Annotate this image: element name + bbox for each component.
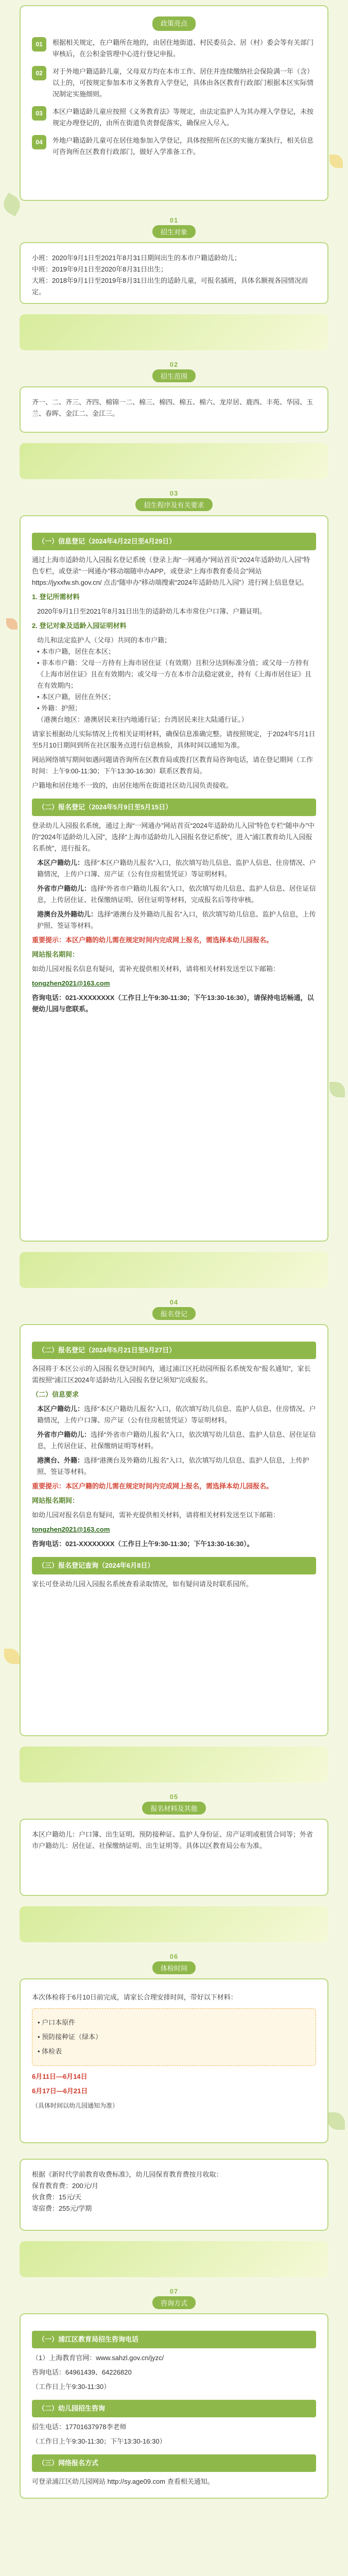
section-header — [0, 489, 348, 511]
list-item — [32, 37, 316, 60]
item-text: 根据相关规定，在户籍所在地的，由居住地街道、村民委员会、居（村）委会等有关部门审核后，在公积金管理中心进行登记申报。 — [53, 39, 314, 58]
label: 外省市户籍幼儿： — [37, 1431, 91, 1438]
item-number: 04 — [32, 135, 46, 149]
list-item: • 体检表 — [38, 2047, 62, 2055]
section-title: 政策亮点 — [152, 16, 196, 31]
paragraph: 选择“港澳台及外籍幼儿报名”入口，依次填写幼儿信息、监护人信息，上传护照、签证等材料。 — [37, 1456, 309, 1476]
email-link[interactable]: tongzhen2021@163.com — [32, 1526, 110, 1533]
section-title: 体检时间 — [152, 1961, 196, 1974]
paragraph: 如幼儿园对报名信息有疑问，需补充提供相关材料，请将相关材料发送至以下邮箱： — [32, 965, 280, 973]
step-heading: （三）报名登记查询（2024年6月8日） — [32, 1557, 316, 1574]
step-heading: （一）信息登记（2024年4月22日至4月29日） — [32, 533, 316, 550]
contact-line: 招生电话：17701637978李老师 — [32, 2423, 127, 2431]
leaf-decoration — [329, 155, 343, 168]
section-header — [0, 2287, 348, 2309]
step-heading: （二）报名登记（2024年5月9日至5月15日） — [32, 799, 316, 816]
paragraph: 2020年9月1日至2021年8月31日出生的适龄幼儿本市常住户口簿、户籍证明。 — [37, 607, 266, 615]
decorative-banner — [20, 2241, 328, 2277]
section-text: 小班：2020年9月1日至2021年8月31日期间出生的本市户籍适龄幼儿； 中班：2019年9月1日至2020年8月31日出生； 大班：2018年9月1日至2019年8月31日出生的适龄儿童，可报名插班，具体名额视各园情况而定。 — [32, 254, 308, 296]
paragraph: 咨询电话：021-XXXXXXXX（工作日上午9:30-11:30；下午13:30-16:30），请保持电话畅通，以便幼儿园与您联系。 — [32, 994, 314, 1013]
paragraph: 选择“本区户籍幼儿报名”入口，依次填写幼儿信息、监护人信息、住房情况、户籍情况，上传户口簿、房产证（公有住房租赁凭证）等证明材料。 — [37, 1405, 316, 1424]
important-note: 重要提示：本区户籍的幼儿需在规定时间内完成网上报名，需选择本幼儿园报名。 — [32, 1482, 273, 1490]
paragraph: 选择“港澳台及外籍幼儿报名”入口，依次填写幼儿信息、监护人信息，上传护照、签证等材料。 — [37, 910, 316, 929]
registration-card — [20, 1324, 328, 1736]
section-title: 咨询方式 — [152, 2296, 196, 2309]
item-number: 03 — [32, 106, 46, 121]
section-title: 招生范围 — [152, 369, 196, 382]
materials-box — [32, 2008, 316, 2066]
item-text: 本区户籍适龄儿童应按照《义务教育法》等规定，由法定监护人为其办理入学登记，未按规定办理登记的，由所在街道负责督促落实，确保应入尽入。 — [53, 108, 314, 127]
section-text: 齐一、二、齐三、齐四、棉锦一二、棉三、棉四、棉五、棉六、龙岸居、鹿西、丰苑、华园、玉兰、春晖、金江二、金江三。 — [32, 398, 314, 417]
contact-line: （工作日上午9:30-11:30） — [32, 2383, 111, 2391]
item-text: 外地户籍适龄儿童可在居住地参加入学登记，具体按照所在区的实施方案执行，相关信息可咨询所在区教育行政部门，做好入学准备工作。 — [53, 137, 314, 156]
paragraph: 选择“外省市户籍幼儿报名”入口，依次填写幼儿信息、监护人信息、居住证信息，上传居住证、社保缴纳证明、居住证明等材料，完成报名后等待审核。 — [37, 885, 316, 904]
section-title: 招生程序及有关要求 — [135, 498, 212, 511]
paragraph: 如幼儿园对报名信息有疑问，需补充提供相关材料，请将相关材料发送至以下邮箱： — [32, 1511, 280, 1519]
section-header — [0, 1793, 348, 1815]
email-link[interactable]: tongzhen2021@163.com — [32, 979, 110, 987]
contact-line: （工作日上午9:30-11:30；下午13:30-16:30） — [32, 2437, 166, 2445]
paragraph: 户籍地和居住地不一致的，由居住地所在街道社区幼儿园负责接收。 — [32, 782, 233, 789]
paragraph: 本次体检将于6月10日前完成，请家长合理安排时间，带好以下材料： — [32, 1993, 237, 2001]
section-header — [0, 1953, 348, 1974]
list-item: • 户口本原件 — [38, 2019, 76, 2026]
policy-highlights-card — [20, 5, 328, 201]
item-number: 01 — [32, 37, 46, 52]
section-number: 07 — [169, 2287, 179, 2295]
list-item — [32, 135, 316, 158]
item-text: 对于外地户籍适龄儿童，父母双方均在本市工作、居住并连续缴纳社会保险满一年（含）以上的，可按规定参加本市义务教育入学登记，具体由各区教育行政部门根据本区实际情况制定实施细则。 — [53, 67, 314, 98]
section-title: 报名登记 — [152, 1307, 196, 1320]
fee-card — [20, 2159, 328, 2231]
contact-line: （1）上海教育官网：www.sahzl.gov.cn/jyzc/ — [32, 2354, 164, 2362]
subheading: （二）信息要求 — [32, 1391, 79, 1398]
subheading: 网站报名期间： — [32, 951, 79, 958]
materials-card — [20, 1819, 328, 1896]
label: 本区户籍幼儿： — [37, 1405, 84, 1413]
section-header — [0, 1298, 348, 1320]
paragraph: 通过上海市适龄幼儿入园报名登记系统（登录上海“一网通办”网站首页“2024年适龄幼儿入园”特色专栏，或登录“一网通办”移动端随申办APP，或登录“上海市教育委员会”网站 https://jyxxfw.sh.gov.cn/ 点击“随申办”移动端搜索“2024年适龄幼儿入园”）进行网上信息登记。 — [32, 556, 310, 586]
paragraph: 咨询电话：021-XXXXXXXX（工作日上午9:30-11:30；下午13:30-16:30）。 — [32, 1540, 254, 1548]
label: 外省市户籍幼儿： — [37, 885, 91, 892]
section-title: 报名材料及其他 — [142, 1802, 205, 1815]
section-header — [0, 216, 348, 238]
section-text: 本区户籍幼儿：户口簿、出生证明、预防接种证、监护人身份证、房产证明或租赁合同等；外省市户籍幼儿：居住证、社保缴纳证明、出生证明等。具体以区教育局公布为准。 — [32, 1831, 314, 1850]
leaf-decoration — [4, 1649, 20, 1664]
leaf-decoration — [6, 618, 18, 630]
label: 港澳台、外籍： — [37, 1456, 84, 1464]
health-check-card — [20, 1978, 328, 2143]
enrollment-range-card — [20, 386, 328, 433]
contact-line: 咨询电话：64961439、64226820 — [32, 2368, 132, 2376]
decorative-banner — [20, 1747, 328, 1783]
contact-heading: （一）浦江区教育局招生咨询电话 — [32, 2331, 316, 2348]
list-item — [32, 66, 316, 100]
section-number: 04 — [169, 1298, 179, 1306]
paragraph: 网站网络填写期间如遇问题请咨询所在区教育局或拨打区教育局咨询电话，请在登记期间（工作时间：上午9:00-11:30；下午13:30-16:30）联系区教育局。 — [32, 756, 314, 775]
section-title: 招生对象 — [152, 225, 196, 238]
paragraph: 幼儿和法定监护人（父母）共同的本市户籍； • 本市户籍，居住在本区； • 非本市户籍：父母一方持有上海市居住证（有效期）且积分达到标准分值；或父母一方持有《上海市居住证》且在有效期内；或父母一方在本市合法稳定就业，持有《上海市居住证》且在有效期内； • 本区户籍，居住在外区； • 外籍：护照； （港澳台地区：港澳居民来往内地通行证；台湾居民来往大陆通行证。） — [37, 636, 312, 723]
section-text: 根据《新时代学前教育收费标准》，幼儿园保育教育费按月收取： 保育教育费：200元/月 伙食费：15元/天 寄宿费：255元/学期 — [32, 2171, 223, 2212]
paragraph: 选择“外省市户籍幼儿报名”入口，依次填写幼儿信息、监护人信息、居住证信息，上传居住证、社保缴纳证明等材料。 — [37, 1431, 316, 1450]
subheading: 2. 登记对象及适龄入园证明材料 — [32, 622, 127, 630]
decorative-banner — [20, 443, 328, 479]
subheading: 网站报名期间： — [32, 1497, 79, 1504]
important-note: 重要提示：本区户籍的幼儿需在规定时间内完成网上报名，需选择本幼儿园报名。 — [32, 936, 273, 944]
section-header — [0, 361, 348, 382]
decorative-banner — [20, 1906, 328, 1942]
section-number: 05 — [169, 1793, 179, 1801]
item-number: 02 — [32, 66, 46, 80]
paragraph: 登录幼儿入园报名系统，通过上海“一网通办”网站首页“2024年适龄幼儿入园”特色专栏“随申办”中的“2024年适龄幼儿入园”，选择“上海市适龄幼儿入园报名登记系统”，进入“浦江教育幼儿入园报名系统”，进行报名。 — [32, 822, 315, 852]
label: 港澳台及外籍幼儿： — [37, 910, 98, 918]
leaf-decoration — [327, 2112, 345, 2130]
enrollment-target-card — [20, 242, 328, 304]
date-range: 6月11日—6月14日 — [32, 2073, 88, 2080]
paragraph: 各园将于本区公示的入园报名登记时间内，通过浦江区托幼园所报名系统发布“报名通知”，家长需按照“浦江区2024年适龄幼儿入园报名登记须知”完成报名。 — [32, 1365, 311, 1384]
step-heading: （二）报名登记（2024年5月21日至5月27日） — [32, 1342, 316, 1359]
section-number: 03 — [169, 489, 179, 497]
contact-line: 可登录浦江区幼儿园网站 http://sy.age09.com 查看相关通知。 — [32, 2478, 214, 2485]
list-item: • 预防接种证（绿本） — [38, 2033, 102, 2041]
subheading: 1. 登记所需材料 — [32, 593, 80, 601]
date-range: 6月17日—6月21日 — [32, 2087, 88, 2095]
label: 本区户籍幼儿： — [37, 859, 84, 867]
list-item — [32, 106, 316, 129]
note: （具体时间以幼儿园通知为准） — [32, 2102, 119, 2109]
decorative-banner — [20, 314, 328, 350]
section-number: 01 — [169, 216, 179, 224]
leaf-decoration — [329, 1082, 345, 1097]
decorative-banner — [20, 1252, 328, 1288]
contact-heading: （二）幼儿园招生咨询 — [32, 2400, 316, 2417]
contact-card — [20, 2313, 328, 2499]
paragraph: 请家长根据幼儿实际情况上传相关证明材料，确保信息准确完整。请按照规定，于2024年5月1日至5月10日期间到所在社区服务点进行信息核验，具体时间以通知为准。 — [32, 730, 316, 749]
section-number: 02 — [169, 361, 179, 368]
procedure-card — [20, 515, 328, 1242]
contact-heading: （三）网络报名方式 — [32, 2454, 316, 2472]
paragraph: 选择“本区户籍幼儿报名”入口，依次填写幼儿信息、监护人信息、住房情况、户籍情况，上传户口簿、房产证（公有住房租赁凭证）等证明材料。 — [37, 859, 316, 878]
section-number: 06 — [169, 1953, 179, 1960]
paragraph: 家长可登录幼儿园入园报名系统查看录取情况，如有疑问请及时联系园所。 — [32, 1580, 253, 1588]
